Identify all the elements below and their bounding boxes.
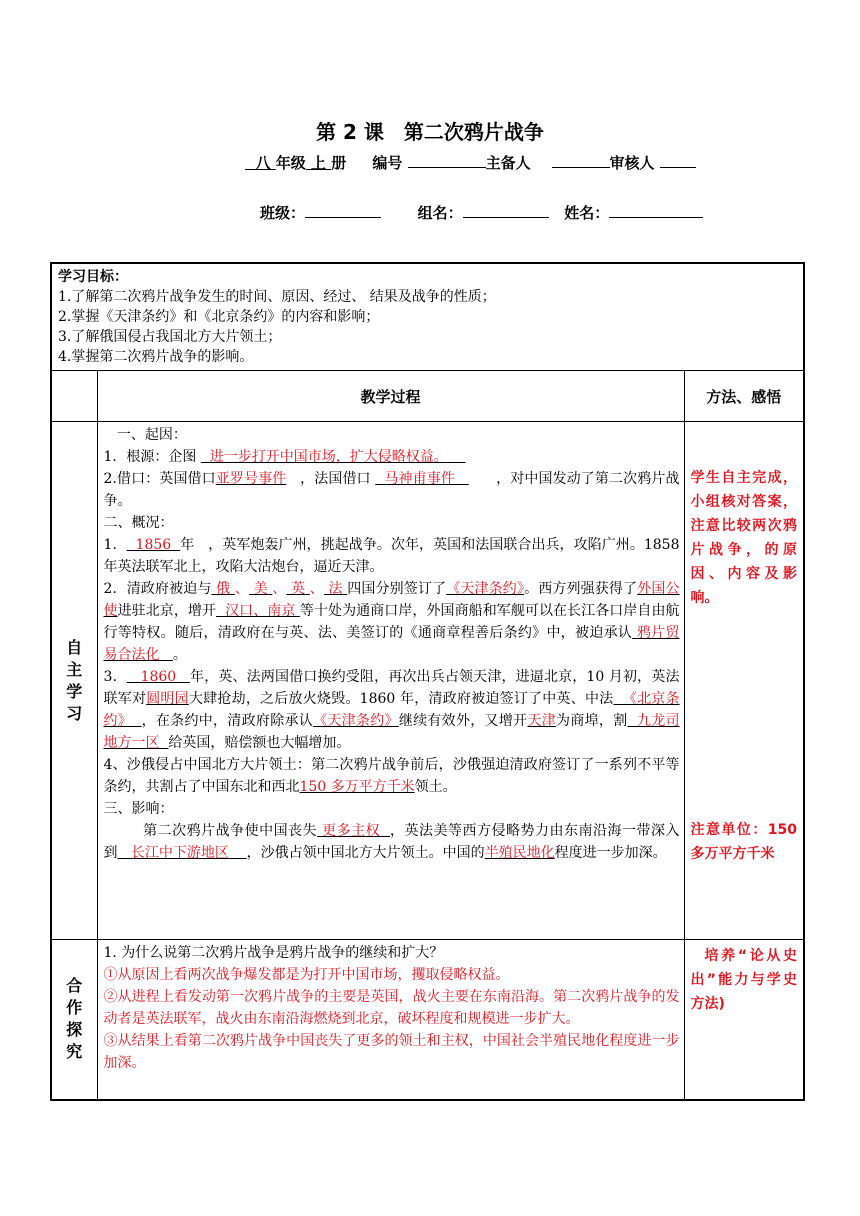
overview-item-2: 2．清政府被迫与 俄 、 美 、 英 、 法 四国分别签订了《天津条约》。西方列强获得了外国公使进驻北京，增开 汉口、南京 等十处为通商口岸，外国商船和军舰可以在长江各口岸自由航行等特权。随后，清政府在与英、法、美签订的《通商章程善后条约》中，被迫承认 鸦片贸易合法化 。 — [103, 581, 680, 663]
self-study-notes — [684, 422, 804, 940]
unit-note: 注意单位：150 多万平方千米 — [690, 822, 798, 862]
doc-meta-line — [245, 152, 696, 173]
reviewer-label: 审核人 — [609, 154, 655, 172]
method-note: 学生自主完成，小组核对答案，注意比较两次鸦片战争，的原因、内容及影响。 — [690, 470, 798, 606]
objective-item: 4.掌握第二次鸦片战争的影响。 — [58, 349, 254, 365]
group-blank — [463, 203, 549, 218]
volume-label: 册 — [331, 154, 347, 172]
cooperation-note: 培养“论从史出”能力与学史方法) — [684, 940, 804, 1100]
self-study-label: 自 主 学 习 — [51, 422, 97, 940]
method-header: 方法、感悟 — [684, 371, 804, 422]
volume-value: 上 — [310, 154, 326, 172]
cause-root: 1．根源：企图 进一步打开中国市场，扩大侵略权益。 — [103, 449, 448, 465]
objective-item: 3.了解俄国侵占我国北方大片领土； — [58, 329, 282, 345]
self-study-content — [97, 422, 684, 940]
number-label: 编号 — [372, 154, 403, 172]
section-cause-title: 一、起因： — [116, 427, 187, 443]
section-impact-title: 三、影响： — [103, 801, 174, 817]
cooperation-question: 1. 为什么说第二次鸦片战争是鸦片战争的继续和扩大？ — [103, 945, 444, 961]
answer-item: ②从进程上看发动第一次鸦片战争的主要是英国，战火主要在东南沿海。第二次鸦片战争的发动者是英法联军，战火由东南沿海燃烧到北京，破坏程度和规模进一步扩大。 — [103, 989, 680, 1027]
cause-pretext: 2.借口：英国借口亚罗号事件 ，法国借口 马神甫事件 ，对中国发动了第二次鸦片战争。 — [103, 471, 680, 509]
student-info-line — [260, 202, 703, 223]
process-header: 教学过程 — [97, 371, 684, 422]
learning-objectives — [51, 263, 804, 371]
preparer-blank — [552, 153, 610, 168]
overview-item-1: 1． 1856 年 ，英军炮轰广州，挑起战争。次年，英国和法国联合出兵，攻陷广州。1858 年英法联军北上，攻陷大沽炮台，逼近天津。 — [103, 537, 680, 575]
class-blank — [305, 203, 381, 218]
class-label: 班级： — [260, 204, 306, 222]
preparer-label: 主备人 — [485, 154, 531, 172]
objective-item: 2.掌握《天津条约》和《北京条约》的内容和影响； — [58, 309, 380, 325]
cooperation-label: 合 作 探 究 — [51, 940, 97, 1100]
reviewer-blank — [660, 153, 696, 168]
lesson-table — [50, 262, 805, 1101]
answer-item: ①从原因上看两次战争爆发都是为打开中国市场，攫取侵略权益。 — [103, 967, 510, 983]
objective-item: 1.了解第二次鸦片战争发生的时间、原因、经过、 结果及战争的性质； — [58, 289, 496, 305]
number-blank — [408, 153, 486, 168]
grade-value: 八 — [255, 154, 271, 172]
group-label: 组名： — [417, 204, 463, 222]
cooperation-content — [97, 940, 684, 1100]
overview-item-4: 4、沙俄侵占中国北方大片领土：第二次鸦片战争前后，沙俄强迫清政府签订了一系列不平等条约，共割占了中国东北和西北150 多万平方千米领土。 — [103, 757, 680, 795]
page-title: 第 2 课 第二次鸦片战争 — [316, 120, 544, 144]
header-empty-cell — [51, 371, 97, 422]
answer-item: ③从结果上看第二次鸦片战争中国丧失了更多的领土和主权，中国社会半殖民地化程度进一步加深。 — [103, 1033, 680, 1071]
name-label: 姓名： — [564, 204, 610, 222]
section-overview-title: 二、概况： — [103, 515, 174, 531]
impact-text: 第二次鸦片战争使中国丧失 更多主权 ，英法美等西方侵略势力由东南沿海一带深入到 长江中下游地区 ，沙俄占领中国北方大片领土。中国的半殖民地化程度进一步加深。 — [103, 823, 680, 861]
objectives-heading: 学习目标： — [58, 269, 128, 285]
name-blank — [609, 203, 703, 218]
grade-label: 年级 — [275, 154, 306, 172]
overview-item-3: 3． 1860 年，英、法两国借口换约受阻，再次出兵占领天津，进逼北京，10 月初，英法联军对圆明园大肆抢劫，之后放火烧毁。1860 年，清政府被迫签订了中英、中法 《北京条约》 ，在条约中，清政府除承认《天津条约》继续有效外，又增开天津为商埠，割 九龙司地方一区 给英国，赔偿额也大幅增加。 — [103, 669, 680, 751]
